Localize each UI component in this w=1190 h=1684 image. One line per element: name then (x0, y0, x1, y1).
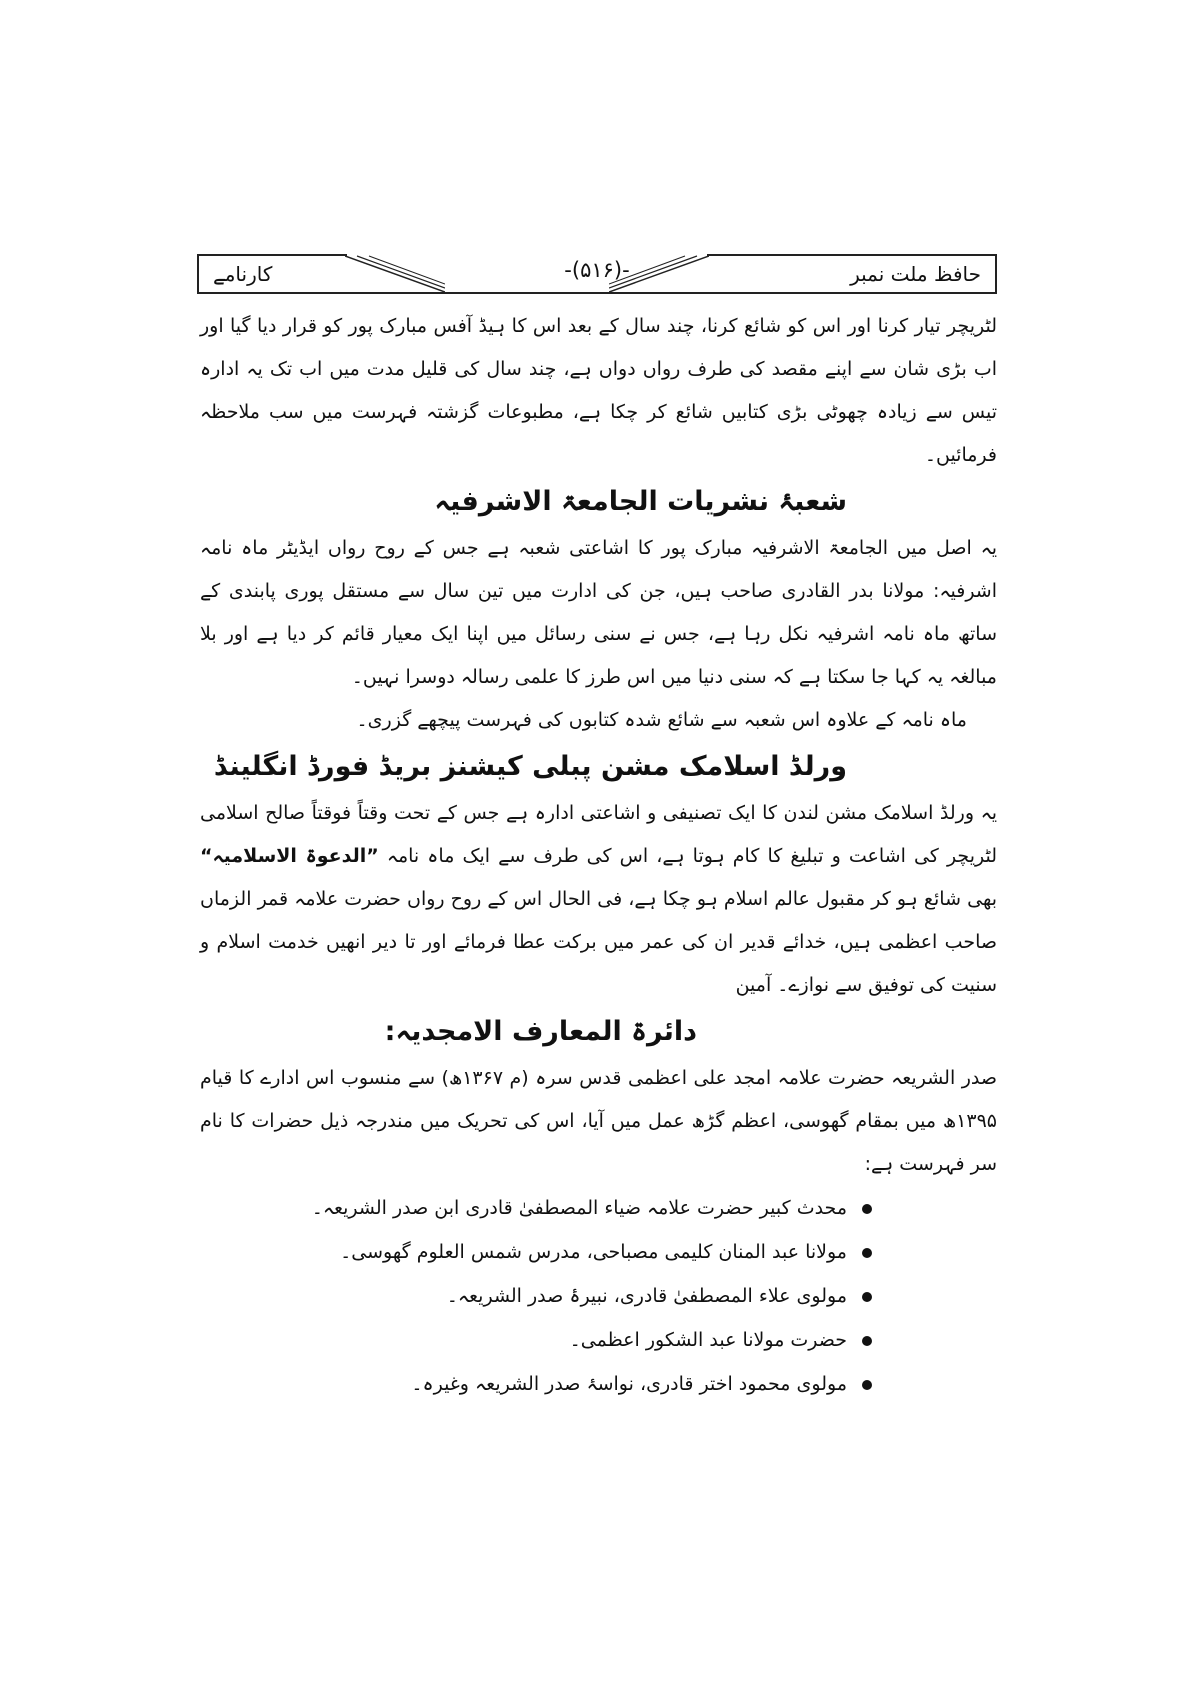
page-number: -(۵۱۶)- (564, 258, 630, 282)
list-item (200, 1274, 997, 1318)
list-item-text: محدث کبیر حضرت علامہ ضیاء المصطفیٰ قادری ابن صدر الشریعہ۔ (311, 1197, 847, 1219)
header-section-title: کارنامے (213, 262, 273, 286)
section-heading-wim-publications: ورلڈ اسلامک مشن پبلی کیشنز بریڈ فورڈ انگلینڈ (213, 751, 847, 782)
wim-paragraph-part2: بھی شائع ہو کر مقبول عالم اسلام ہو چکا ہے، فی الحال اس کے روح رواں حضرت علامہ قمر الزماں صاحب اعظمی ہیں، خدائے قدیر ان کی عمر میں برکت عطا فرمائے اور تا دیر انھیں خدمت اسلام و سنیت کی توفیق سے نوازے۔ آمین (200, 888, 997, 996)
list-item (200, 1230, 997, 1274)
bullet-icon (862, 1248, 872, 1258)
list-item (200, 1362, 997, 1406)
list-item-text: مولوی علاء المصطفیٰ قادری، نبیرۂ صدر الشریعہ۔ (446, 1285, 847, 1307)
section-heading-daira: دائرۃ المعارف الامجدیہ: (384, 1016, 697, 1047)
list-item (200, 1318, 997, 1362)
wim-paragraph-part1: یہ ورلڈ اسلامک مشن لندن کا ایک تصنیفی و اشاعتی ادارہ ہے جس کے تحت وقتاً فوقتاً صالح اسلامی لٹریچر کی اشاعت و تبلیغ کا کام ہوتا ہے، اس کی طرف سے ایک ماہ نامہ (200, 802, 997, 867)
bullet-icon (862, 1380, 872, 1390)
wim-paragraph (200, 792, 997, 1007)
founders-list (200, 1186, 997, 1406)
intro-paragraph: لٹریچر تیار کرنا اور اس کو شائع کرنا، چند سال کے بعد اس کا ہیڈ آفس مبارک پور کو قرار دیا گیا اور اب بڑی شان سے اپنے مقصد کی طرف رواں دواں ہے، چند سال کی قلیل مدت میں اب تک یہ ادارہ تیس سے زیادہ چھوٹی بڑی کتابیں شائع کر چکا ہے، مطبوعات گزشتہ فہرست میں سب ملاحظہ فرمائیں۔ (200, 315, 997, 466)
bullet-icon (862, 1336, 872, 1346)
list-item-text: مولانا عبد المنان کلیمی مصباحی، مدرس شمس العلوم گھوسی۔ (340, 1241, 847, 1263)
header-ornament-left (345, 254, 445, 294)
header-book-title: حافظ ملت نمبر (850, 262, 981, 286)
list-item (200, 1186, 997, 1230)
magazine-name: ”الدعوۃ الاسلامیہ“ (200, 845, 379, 867)
nashriyat-books-note: ماہ نامہ کے علاوہ اس شعبہ سے شائع شدہ کتابوں کی فہرست پیچھے گزری۔ (356, 709, 967, 731)
list-item-text: مولوی محمود اختر قادری، نواسۂ صدر الشریعہ وغیرہ۔ (411, 1373, 847, 1395)
list-item-text: حضرت مولانا عبد الشکور اعظمی۔ (569, 1329, 847, 1351)
section-heading-nashriyat: شعبۂ نشریات الجامعۃ الاشرفیہ (434, 486, 847, 517)
running-header (197, 254, 997, 298)
page-content (200, 305, 997, 1406)
daira-paragraph: صدر الشریعہ حضرت علامہ امجد علی اعظمی قدس سرہ (م ۱۳۶۷ھ) سے منسوب اس ادارے کا قیام ۱۳۹۵ھ میں بمقام گھوسی، اعظم گڑھ عمل میں آیا، اس کی تحریک میں مندرجہ ذیل حضرات کا نام سر فہرست ہے: (200, 1067, 997, 1175)
bullet-icon (862, 1292, 872, 1302)
header-section-box (197, 254, 347, 294)
bullet-icon (862, 1204, 872, 1214)
nashriyat-paragraph: یہ اصل میں الجامعۃ الاشرفیہ مبارک پور کا اشاعتی شعبہ ہے جس کے روح رواں ایڈیٹر ماہ نامہ اشرفیہ: مولانا بدر القادری صاحب ہیں، جن کی ادارت میں تین سال سے مستقل پوری پابندی کے ساتھ ماہ نامہ اشرفیہ نکل رہا ہے، جس نے سنی رسائل میں اپنا ایک معیار قائم کر دیا ہے اور بلا مبالغہ یہ کہا جا سکتا ہے کہ سنی دنیا میں اس طرز کا علمی رسالہ دوسرا نہیں۔ (200, 537, 997, 688)
